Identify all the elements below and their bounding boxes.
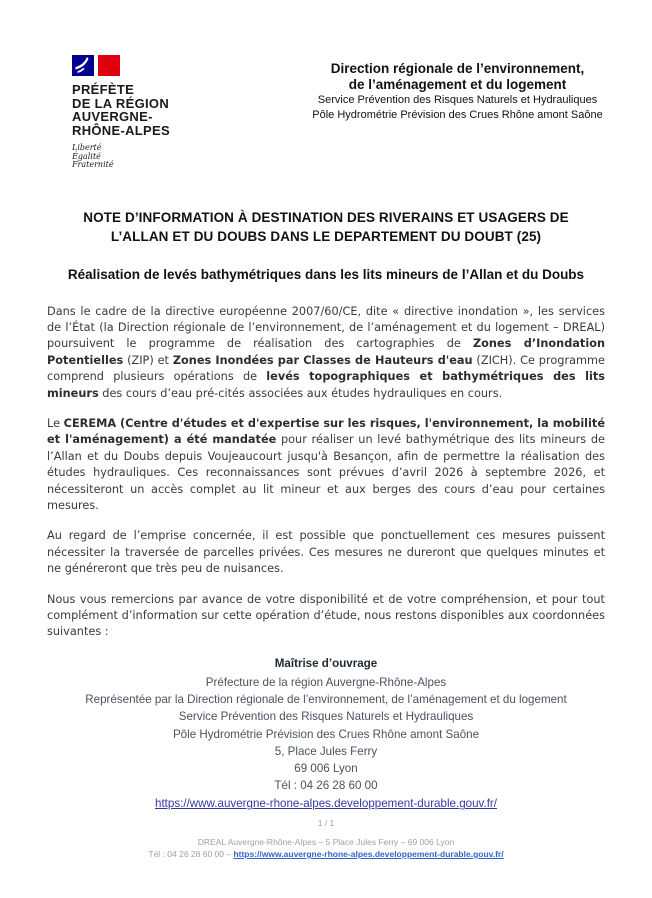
contact-line: 5, Place Jules Ferry <box>274 744 378 758</box>
paragraph-directive: Dans le cadre de la directive européenne 2007/60/CE, dite « directive inondation », les services de l’État (la Direction régionale de l’environnement, de l’aménagement et du logement – DREAL) poursuivent le programme de réalisation des cartographies de Zones d’Inondation Potentielles (ZIP) et Zones Inondées par Classes de Hauteurs d'eau (ZICH). Ce programme comprend plusieurs opérations de levés topographiques et bathymétriques des lits mineurs des cours d’eau pré-cités associées aux études hydrauliques en cours. <box>47 304 605 400</box>
logo-title-line: RHÔNE-ALPES <box>72 122 170 138</box>
contact-block <box>0 655 652 813</box>
org-pole-line: Pôle Hydrométrie Prévision des Crues Rhône amont Saône <box>312 108 603 121</box>
document-title: NOTE D’INFORMATION À DESTINATION DES RIVERAINS ET USAGERS DE L’ALLAN ET DU DOUBS DANS LE DEPARTEMENT DU DOUBT (25) <box>83 209 569 244</box>
footer-website-link[interactable]: https://www.auvergne-rhone-alpes.developpement-durable.gouv.fr/ <box>233 849 504 859</box>
paragraph-remerciements: Nous vous remercions par avance de votre disponibilité et de votre compréhension, et pour tout complément d’information sur cette opération d’étude, nous restons disponibles aux coordonnées suivantes : <box>47 592 605 639</box>
footer-contact-line <box>0 848 652 860</box>
flag-blue-marianne-icon <box>72 55 94 76</box>
footer-address-line: DREAL Auvergne-Rhône-Alpes – 5 Place Jules Ferry – 69 006 Lyon <box>197 837 455 847</box>
logo-title-line: DE LA RÉGION <box>72 95 170 111</box>
footer-phone: Tél : 04 26 28 60 00 – <box>148 849 234 859</box>
logo-title-line: PRÉFÈTE <box>72 82 135 97</box>
gov-logo <box>72 55 277 170</box>
french-flag-icon <box>72 55 277 76</box>
document-header <box>0 0 652 170</box>
contact-line: Préfecture de la région Auvergne-Rhône-Alpes <box>205 676 447 690</box>
paragraph-cerema: Le CEREMA (Centre d'études et d'expertise sur les risques, l'environnement, la mobilité et l'aménagement) a été mandatée pour réaliser un levé bathymétrique des lits mineurs de l’Allan et du Doubs depuis Voujeaucourt jusqu'à Besançon, afin de permettre la réalisation des études hydrauliques. Ces reconnaissances sont prévues d’avril 2026 à septembre 2026, et nécessiteront un accès complet au lit mineur et aux berges des cours d’eau pour certaines mesures. <box>47 416 605 512</box>
flag-red-icon <box>98 55 120 76</box>
motto-line: Égalité <box>72 151 101 161</box>
page-footer <box>0 817 652 860</box>
logo-title-line: AUVERGNE- <box>72 109 153 124</box>
motto-line: Fraternité <box>72 160 114 169</box>
org-header-block <box>277 61 638 122</box>
motto-line: Liberté <box>72 143 102 152</box>
org-service-line: Service Prévention des Risques Naturels et Hydrauliques <box>317 94 598 106</box>
document-subtitle: Réalisation de levés bathymétriques dans les lits mineurs de l’Allan et du Doubs <box>67 266 585 282</box>
contact-line: Service Prévention des Risques Naturels et Hydrauliques <box>178 710 474 724</box>
logo-motto <box>72 144 277 170</box>
org-title-line: Direction régionale de l’environnement, <box>330 61 585 76</box>
contact-line: Représentée par la Direction régionale de l’environnement, de l’aménagement et du logement <box>85 693 567 707</box>
website-link[interactable]: https://www.auvergne-rhone-alpes.developpement-durable.gouv.fr/ <box>155 797 497 811</box>
contact-line: Tél : 04 26 28 60 00 <box>274 779 378 793</box>
page-indicator: 1 / 1 <box>317 818 335 828</box>
contact-line: Pôle Hydrométrie Prévision des Crues Rhône amont Saône <box>172 727 480 741</box>
contact-line: 69 006 Lyon <box>294 762 358 776</box>
logo-title <box>72 83 277 137</box>
org-title-line: de l’aménagement et du logement <box>348 77 567 92</box>
contact-heading: Maîtrise d’ouvrage <box>274 656 378 670</box>
document-body <box>47 304 605 641</box>
paragraph-emprise: Au regard de l’emprise concernée, il est possible que ponctuellement ces mesures puissent nécessiter la traversée de parcelles privées. Ces mesures ne dureront que quelques minutes et ne généreront que très peu de nuisances. <box>47 529 605 576</box>
